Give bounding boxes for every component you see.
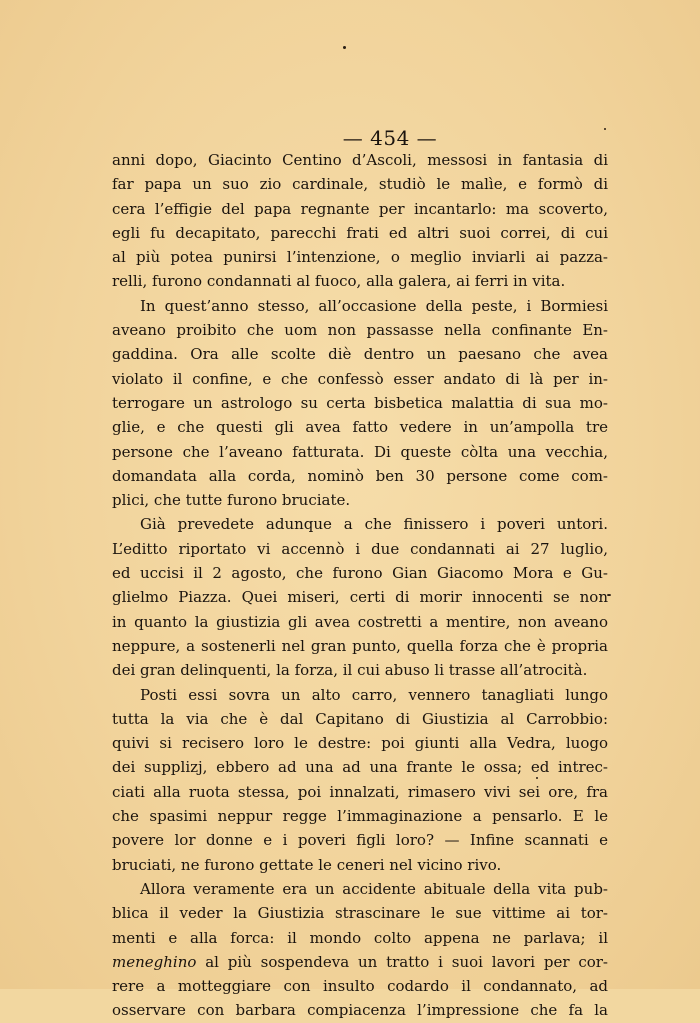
text-line: meneghino al più sospendeva un tratto i suoi lavori per cor- [112, 952, 608, 971]
text-line: menti e alla forca: il mondo colto appena ne parlava; il [112, 928, 608, 947]
text-line: bruciati, ne furono gettate le ceneri nel vicino rivo. [112, 855, 502, 874]
text-line: glielmo Piazza. Quei miseri, certi di morir innocenti se non [112, 588, 608, 607]
page-number: — 454 — [342, 126, 438, 150]
text-line: Posti essi sovra un alto carro, vennero tanagliati lungo [140, 685, 608, 704]
page-body-text [112, 148, 608, 1023]
text-line: violato il confine, e che confessò esser andato di là per in- [112, 369, 608, 388]
text-line: rere a motteggiare con insulto codardo il condannato, ad [112, 977, 608, 996]
text-line: gaddina. Ora alle scolte diè dentro un paesano che avea [112, 345, 608, 364]
text-line: In quest’anno stesso, all’occasione della peste, i Bormiesi [140, 296, 608, 315]
text-line: blica il veder la Giustizia strascinare le sue vittime ai tor- [112, 904, 608, 923]
text-line: ciati alla ruota stessa, poi innalzati, rimasero vivi sei ore, fra [112, 782, 608, 801]
text-line: povere lor donne e i poveri figli loro? — Infine scannati e [112, 831, 608, 850]
text-line: plici, che tutte furono bruciate. [112, 491, 351, 510]
text-line: osservare con barbara compiacenza l’impressione che fa la [112, 1001, 608, 1020]
text-line: Già prevedete adunque a che finissero i poveri untori. [140, 515, 608, 534]
text-line: Allora veramente era un accidente abituale della vita pub- [140, 879, 608, 898]
text-line: dei gran delinquenti, la forza, il cui abuso li trasse all’atrocità. [112, 661, 588, 680]
text-line: relli, furono condannati al fuoco, alla galera, ai ferri in vita. [112, 272, 566, 291]
text-line: al più potea punirsi l’intenzione, o meglio inviarli ai pazza- [112, 248, 608, 267]
italic-word: meneghino [112, 952, 197, 971]
text-line: ed uccisi il 2 agosto, che furono Gian Giacomo Mora e Gu- [112, 564, 608, 583]
text-line: anni dopo, Giacinto Centino d’Ascoli, messosi in fantasia di [112, 151, 608, 169]
text-line: far papa un suo zio cardinale, studiò le malìe, e formò di [112, 175, 608, 194]
text-line: L’editto riportato vi accennò i due condannati ai 27 luglio, [112, 539, 608, 558]
text-line: tutta la via che è dal Capitano di Giustizia al Carrobbio: [112, 709, 608, 728]
text-line: domandata alla corda, nominò ben 30 persone come com- [112, 466, 608, 485]
text-line: dei supplizj, ebbero ad una ad una frante le ossa; ed intrec- [112, 758, 608, 777]
text-line: egli fu decapitato, parecchi frati ed altri suoi correi, di cui [112, 223, 608, 242]
text-line: quivi si recisero loro le destre: poi giunti alla Vedra, luogo [112, 734, 608, 753]
text-line: in quanto la giustizia gli avea costretti a mentire, non aveano [112, 612, 608, 631]
text-line: neppure, a sostenerli nel gran punto, quella forza che è propria [112, 636, 608, 655]
text-line: cera l’effigie del papa regnante per incantarlo: ma scoverto, [112, 199, 608, 218]
text-line: aveano proibito che uom non passasse nella confinante En- [112, 321, 608, 340]
text-line: che spasimi neppur regge l’immaginazione a pensarlo. E le [112, 807, 608, 826]
text-line: persone che l’aveano fatturata. Di queste còlta una vecchia, [112, 442, 608, 461]
text-line: terrogare un astrologo su certa bisbetica malattia di sua mo- [112, 393, 608, 412]
text-line: glie, e che questi gli avea fatto vedere in un’ampolla tre [112, 418, 608, 437]
